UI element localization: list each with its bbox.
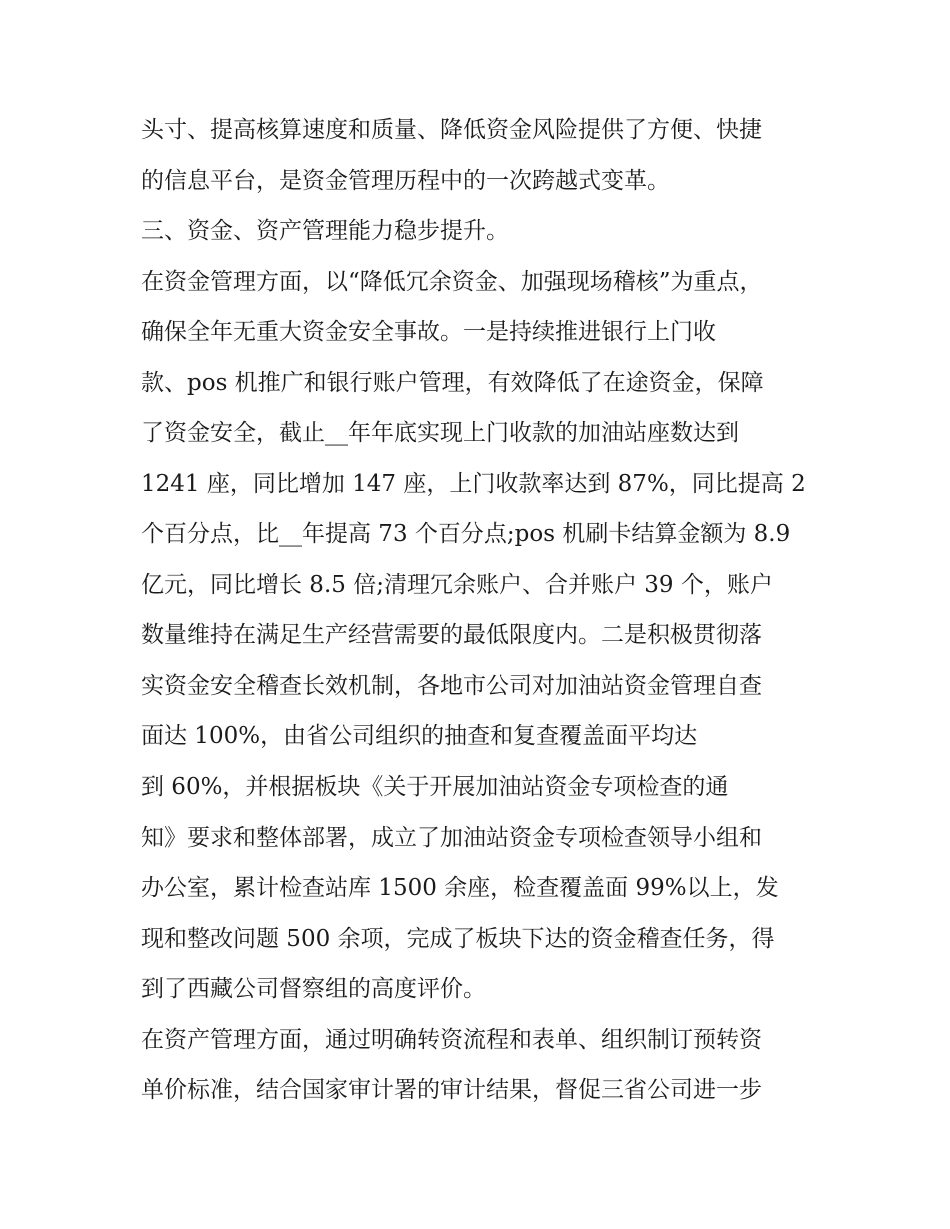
- text-line: 款、pos 机推广和银行账户管理，有效降低了在途资金，保障: [141, 370, 764, 396]
- text-line: 的信息平台，是资金管理历程中的一次跨越式变革。: [141, 168, 670, 194]
- text-line: 到了西藏公司督察组的高度评价。: [141, 976, 486, 1002]
- text-line: 个百分点，比__年提高 73 个百分点;pos 机刷卡结算金额为 8.9: [141, 521, 791, 547]
- text-line: 知》要求和整体部署，成立了加油站资金专项检查领导小组和: [141, 825, 762, 851]
- text-line: 了资金安全，截止__年年底实现上门收款的加油站座数达到: [141, 420, 739, 446]
- text-line: 面达 100%，由省公司组织的抽查和复查覆盖面平均达: [141, 723, 698, 749]
- text-line: 现和整改问题 500 余项，完成了板块下达的资金稽查任务，得: [141, 926, 775, 952]
- text-line: 到 60%，并根据板块《关于开展加油站资金专项检查的通: [141, 774, 729, 800]
- text-line: 确保全年无重大资金安全事故。一是持续推进银行上门收: [141, 319, 716, 345]
- text-line: 在资产管理方面，通过明确转资流程和表单、组织制订预转资: [141, 1027, 762, 1053]
- text-line: 办公室，累计检查站库 1500 余座，检查覆盖面 99%以上，发: [141, 875, 779, 901]
- text-line: 在资金管理方面，以“降低冗余资金、加强现场稽核”为重点，: [141, 269, 763, 295]
- text-line: 数量维持在满足生产经营需要的最低限度内。二是积极贯彻落: [141, 622, 762, 648]
- text-line: 1241 座，同比增加 147 座，上门收款率达到 87%，同比提高 2: [141, 471, 806, 497]
- text-line: 单价标准，结合国家审计署的审计结果，督促三省公司进一步: [141, 1077, 762, 1103]
- section-heading: 三、资金、资产管理能力稳步提升。: [141, 218, 509, 244]
- text-line: 实资金安全稽查长效机制，各地市公司对加油站资金管理自查: [141, 673, 762, 699]
- text-line: 亿元，同比增长 8.5 倍;清理冗余账户、合并账户 39 个，账户: [141, 572, 773, 598]
- text-line: 头寸、提高核算速度和质量、降低资金风险提供了方便、快捷: [141, 117, 762, 143]
